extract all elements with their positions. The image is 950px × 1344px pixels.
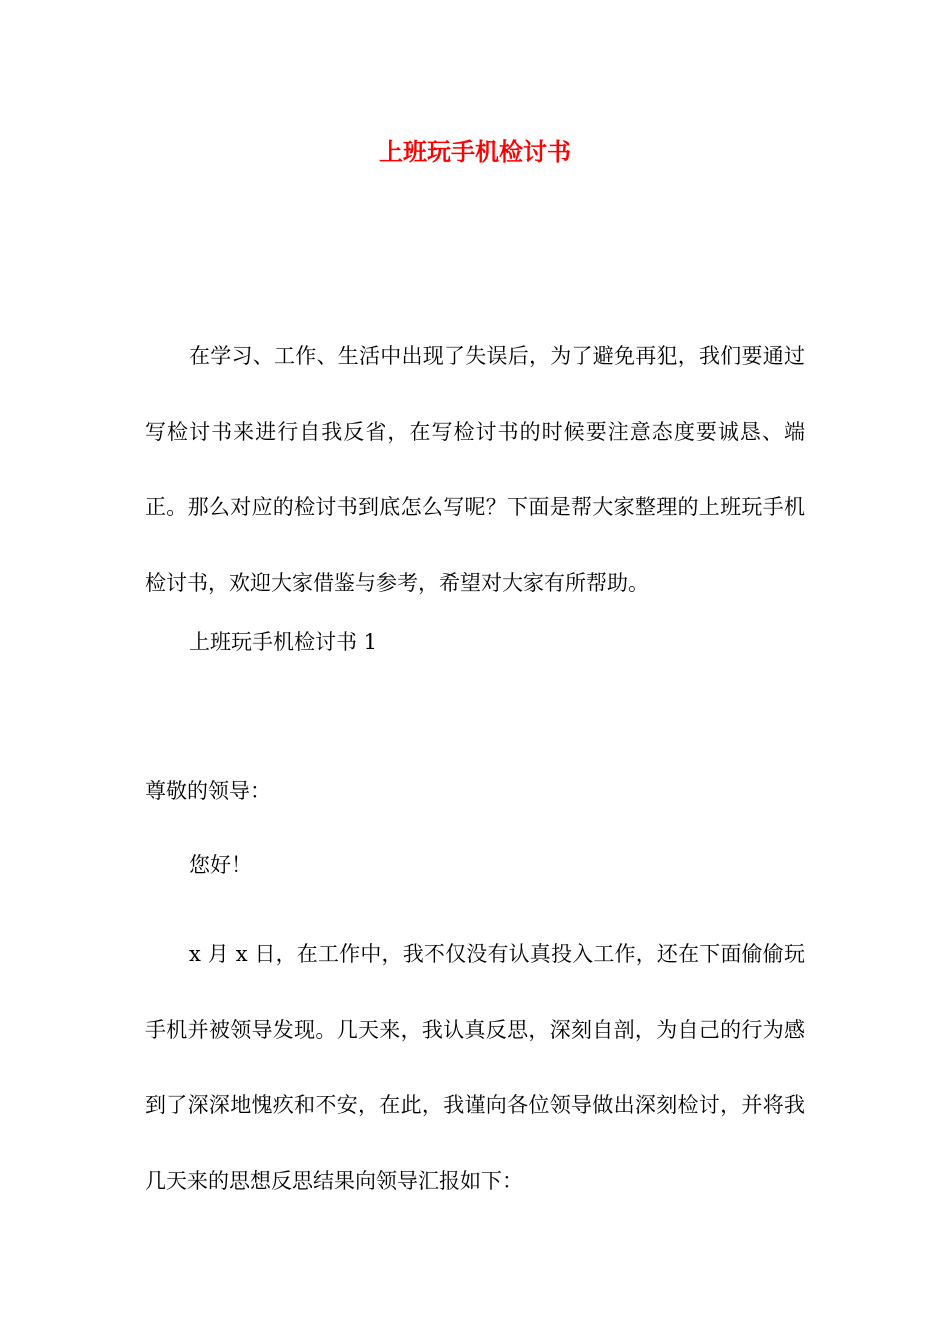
section-heading: 上班玩手机检讨书 1 (189, 630, 378, 654)
body-paragraph: x 月 x 日，在工作中，我不仅没有认真投入工作，还在下面偷偷玩手机并被领导发现。几天来，我认真反思，深刻自剖，为自己的行为感到了深深地愧疚和不安，在此，我谨向各位领导做出深刻检讨，并将我几天来的思想反思结果向领导汇报如下： (145, 942, 805, 1193)
document-title: 上班玩手机检讨书 (379, 138, 571, 166)
salutation: 尊敬的领导： (145, 779, 271, 803)
intro-paragraph: 在学习、工作、生活中出现了失误后，为了避免再犯，我们要通过写检讨书来进行自我反省，在写检讨书的时候要注意态度要诚恳、端正。那么对应的检讨书到底怎么写呢？下面是帮大家整理的上班玩手机检讨书，欢迎大家借鉴与参考，希望对大家有所帮助。 (145, 344, 805, 595)
greeting: 您好！ (189, 853, 252, 877)
